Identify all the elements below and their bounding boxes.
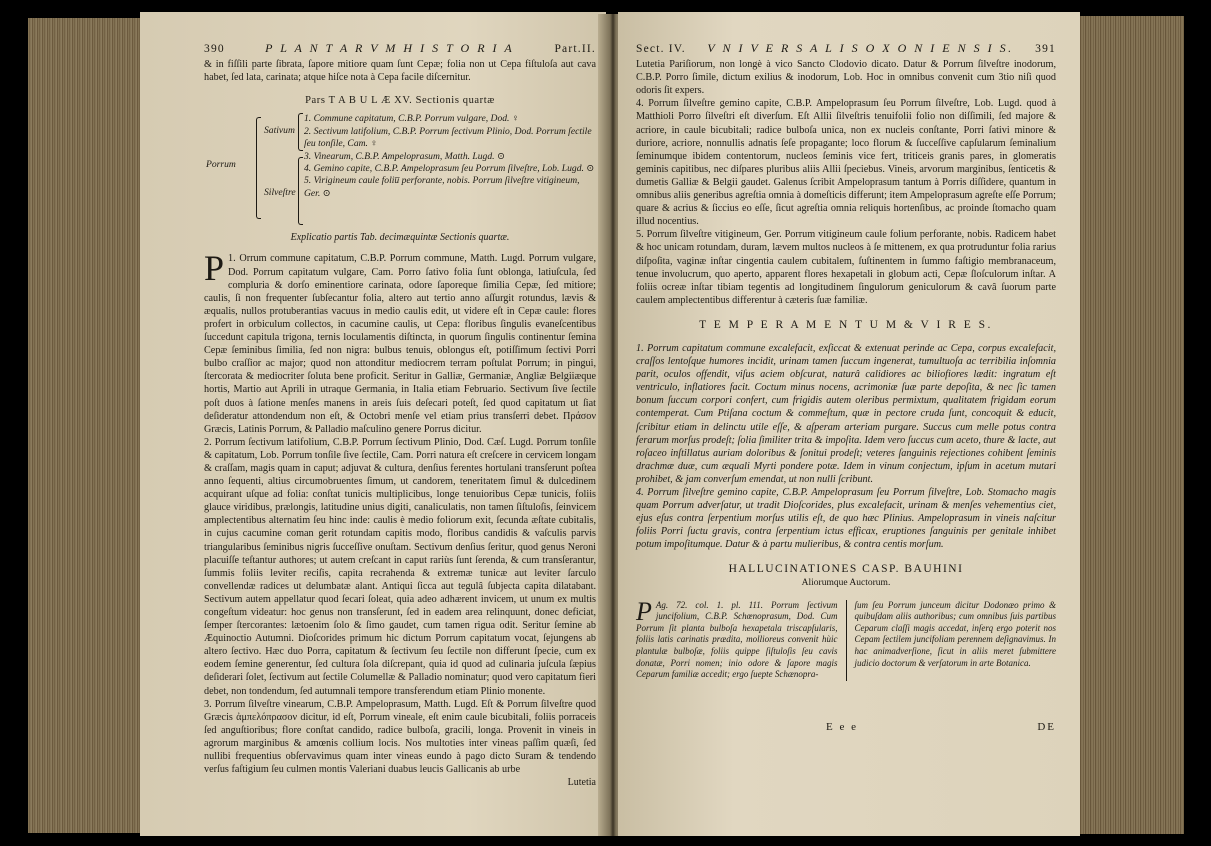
- scheme-item: 4. Gemino capite, C.B.P. Ampeloprasum ſeu Porrum ſilveſtre, Lob. Lugd. ⊙: [304, 163, 595, 174]
- hallucinationes-col-right: ſum ſeu Porrum junceum dicitur Dodonæo primo & quibuſdam aliis authoribus; cum omnibus ſuis partibus Ceparum claſſi magis accedat, inſerq ergo poterit nos Cepam ſectilem juncifoliam perennem deſignavimus. In hac animadverſione, ſicut in aliis meret ſubmittere judicio doctorum & verſatorum in arte Botanica.: [854, 599, 1056, 668]
- scheme-item: 1. Commune capitatum, C.B.P. Porrum vulgare, Dod. ♀: [304, 113, 520, 125]
- brace-genus: [256, 117, 261, 219]
- body-paragraph-3: 3. Porrum ſilveſtre vinearum, C.B.P. Ampeloprasum, Matth. Lugd. Eſt & Porrum ſilveſtre quod Græcis ἀμπελόπρασον dicitur, id eſt, Porrum vineale, eſt enim caule bicubitali, foliis porraceis ſed anguſtioribus; flore conſtat candido, radice bulboſa, gracili, longa. Provenit in vineis in agrorum marginibus & amœnis collium locis. Nos multoties inter vineas paſſim quæſi, ſed nullibi frequentius obſervavimus quam inter vineas eundo à pago dicto Suram & tendendo verſus faſtigium ſeu culmen montis Valeriani duabus leucis Gallicanis ab urbe: [204, 698, 596, 776]
- signature-line: [826, 721, 1056, 734]
- hallucinationes-subheading: Aliorumque Auctorum.: [801, 577, 891, 588]
- pars-heading: Pars T A B U L Æ XV. Sectionis quartæ: [305, 95, 495, 107]
- intro-text: & in fiſſili parte ſibrata, ſapore mitiore quam ſunt Cepæ; folia non ut Cepa fiſtuloſa aut cava habet, ſed lata, carinata; atque hiſce nota à Cepa facile diſcernitur.: [204, 59, 596, 84]
- hallucinationes-columns: [636, 596, 1056, 681]
- signature-mark: E e e: [826, 720, 858, 733]
- hallucinationes-heading: HALLUCINATIONES CASP. BAUHINI: [728, 563, 964, 576]
- running-header: [204, 42, 596, 56]
- page-edges-left: [28, 18, 140, 833]
- part-label: Part.II.: [554, 43, 596, 55]
- scheme-item: 5. Virigineum caule foliu̅ perforante, nobis. Porrum ſilveſtre vitigineum, Ger. ⊙: [304, 175, 580, 199]
- column-rule: [846, 600, 847, 681]
- subgroup-silvestre: Silveſtre: [264, 187, 296, 199]
- section-label: Sect. IV.: [636, 43, 686, 55]
- left-page: [140, 12, 606, 836]
- scheme-item: 2. Sectivum latifolium, C.B.P. Porrum ſectivum Plinio, Dod. Porrum ſectile ſeu tonſile, Cam. ♀: [304, 125, 592, 150]
- explicatio-heading: Explicatio partis Tab. decimæquintæ Sectionis quartæ.: [290, 232, 510, 244]
- classification-scheme: [206, 113, 596, 225]
- genus-label: Porrum: [206, 159, 236, 171]
- body-paragraph-3: 5. Porrum ſilveſtre vitigineum, Ger. Porrum vitigineum caule folium perforante, nobis. Radicem habet & hoc unicam rotundam, duram, lævem multos nucleos à ſe mittenem, ex qua protruduntur folia rarius diſpoſita, vaginæ inſtar cingentia caulem cubitalem, ſuſtinentem in ſummo faſtigio membranaceum, tenue involucrum, quo aperto, apparent flores hexapetali in globum acti, Cepæ ſloſculorum inſtar. A foliis ocreæ inſtar tibiam tegentis ad longitudinem ſingulorum geniculorum & cavâ ſuorum parte caulem amplectentibus differentur à cæteris ſuæ familiæ.: [636, 229, 1056, 306]
- scheme-items: [304, 113, 596, 200]
- running-title: V N I V E R S A L I S O X O N I E N S I S.: [707, 41, 1014, 55]
- catchword: Lutetia: [567, 777, 596, 789]
- body-paragraph-2: 4. Porrum ſilveſtre gemino capite, C.B.P. Ampeloprasum ſeu Porrum ſilveſtre, Lob. Lugd. quod à Matthioli Porro ſilveſtri eſt diverſum. Eſt Allii ſilveſtris tenuifolii folio non diſſimili, ſed majore & acriore, in caule bicubitali; radice bulboſa unica, non ex nucleis conſtante, Porri ſativi minore & duriore, acriore, nonnullis adnatis ſeſe propagante; loco florum & ſucceſſive capſularum ſeminalium ſeminumque ibidem contentorum, nucleos ſeminis vice fert, triticeis granis pares, in glomeratis geminis capitibus, nec diſpares pluribus aliis Allii ſpeciebus. Vineis, arvorum marginibus, ſenticetis & dumetis Galliæ & Belgii gaudet. Galenus ſcribit Ampeloprasum tantum à Porris diſſidere, quantum in omnibus aliis generibus agreſtia omnia à domeſticis differunt; item Ampeloprasum agreſte eſſe Porrum; quare & acrius & ſiccius eo eſſe, ſicut agreſtia omnia reliquis hortenſibus, ac proinde ſtomacho quam illud nocentius.: [636, 98, 1056, 228]
- catchword: DE: [1037, 720, 1056, 733]
- drop-cap: P: [636, 596, 652, 626]
- running-title: P L A N T A R V M H I S T O R I A: [265, 41, 515, 55]
- subgroup-sativum: Sativum: [264, 125, 295, 137]
- running-header: [636, 42, 1056, 56]
- drop-cap: P: [204, 248, 225, 289]
- hallucinationes-col-left: P Ag. 72. col. 1. pl. 111. Porrum ſectivum juncifolium, C.B.P. Schœnoprasum, Dod. Cum Porrum ſit planta bulboſa hexapetala triscapſularis, foliis latis carinatis prædita, mollioreus convenit hùic plantulæ bulboſæ, foliis quippe ſiſtuloſis ſeu cavis donatæ, Porri nomen; inio odore & ſapore magis Ceparum familiæ accedit; ergo ſuepte Schænopra-: [636, 596, 838, 680]
- body-paragraph-2: 2. Porrum ſectivum latifolium, C.B.P. Porrum ſectivum Plinio, Dod. Cæſ. Lugd. Porrum tonſile & capitatum, Lob. Porrum tonſile ſive ſectile, Cam. Porri natura eſt creſcere in cervicem longam & craſſam, magis quam in caput; adjuvat & cultura, denſius ferentes hortulani transſerunt poſtea anno ſequenti, altius circumobruentes ſimum, ut candorem, teneritatem ſimul & dulcedinem acquirant uſque ad folia: conſtat tunicis multiplicibus, longe tenuioribus Cepæ tunicis, foliis glauce viridibus, prælongis, latitudine unius digiti, canaliculatis, non tamen ſiſtuloſis, ſeinvicem amplectentibus alternatim ſeu hinc inde: caulis è medio foliorum exit, ſecunda æſtate cubitalis, in cujus cacumine coman gerit rotundam capitis modo, floribus candidis & vaſculis parvis triangularibus ſeminibus nigris ſucceſſive onuſtam. Sectivum denſius ſeritur, quod genus Neroni placuiſſe teſtantur authores; ut autem creſcant in caput rariùs ſunt ſerenda, & cum transſerantur, ſummis foliis leviter reciſis, capita recrahenda & extremæ tunicæ aut leviter ſarculo convellendæ radices ut delumbatæ alant. Antiqui ſicca aut tegulâ ſubjecta capita dilatabant. Sectivum autem appellatur quod ſecari ſoleat, quia adeo adhærent invicem, ut unum ex multis congeſtum videatur: hoc genus non transſerunt, ſed in eadem area relinquunt, donec deficiat, ſemper ſtercorantes: lætoenim ſolo & ſimo gaudet, cum tamen rigua odit. Seritur ſemine ab Æquinoctio Autumni. Dioſcorides primum hic dictum Porrum capitatum vocat, ſejungens ab altero ſectivo. Hæc duo Porra, capitatum & ſectivum ſeu ſectile non differunt ſpecie, cum ex eodem ſemine generentur, ſed cultura ſola diſcrepant, quia id quod ad culinaria juſcula ſæpius deſiderari ſolet, ſectivum aut ſectile Columellæ & Palladio nominatur; quod vero capitatum fieri debet, non tondendum, ſed autumnali tempore transferendum etiam Plinio monente.: [204, 436, 596, 697]
- virtue-paragraph-4: 4. Porrum ſilveſtre gemino capite, C.B.P. Ampeloprasum ſeu Porrum ſilveſtre, Lob. Stomacho magis quam Porrum adverſatur, ut tradit Dioſcorides, plus excalefacit, urinam & menſes vehementius ciet, ejus eſus contra ſerpentium morſus utilis eſt, de quo hæc Plinius. Ampeloprasum in vineis naſcitur foliis Porri ſuctu gravis, contra ſerpentium ictus efficax, eruptiones ſanguinis per genitale inhibet potum impoſitumque. Datur & à partu mulieribus, & contra centis morſum.: [636, 487, 1056, 551]
- page-number: 391: [1035, 43, 1056, 55]
- temperament-heading: T E M P E R A M E N T U M & V I R E S.: [699, 318, 993, 331]
- scheme-item: 3. Vinearum, C.B.P. Ampeloprasum, Matth. Lugd. ⊙: [304, 150, 505, 162]
- page-edges-right: [1080, 16, 1184, 834]
- page-number: 390: [204, 43, 225, 55]
- body-paragraph-1: Lutetia Pariſiorum, non longè à vico Sancto Clodovio dicato. Datur & Porrum ſilveſtre inodorum, C.B.P. Porro ſimile, dictum exilius & inodorum, Lob. Hoc in omnibus convenit cum 3tio niſi quod odoris ſit expers.: [636, 59, 1056, 97]
- body-paragraph-1: P 1. Orrum commune capitatum, C.B.P. Porrum commune, Matth. Lugd. Porrum vulgare, Dod. Porrum capitatum vulgare, Cam. Porro ſativo folia ſunt oblonga, latiuſcula, ſed compluria & dorſo eminentiore carinata, odore ſaporeque ſimilia Cepæ, ſed mitiore; caulis, ſi non frequenter ſubſecantur folia, altero aut tertio anno aſſurgit rotundus, lævis & æqualis, nullos protuberantias vacuus in medio caulis edit, ut videre eſt in Cepæ caule: flores profert in orbiculum collectos, in cacumine caulis, ut Cepa: floribus ſingulis evaneſcentibus ſuccedunt capitula trigona, ternis loculamentis diſtincta, in quorum ſingulis continentur ſemina Cepæ ſeminibus ſimilia, ſed non nigra: bulbus tenuis, oblongus eſt, potiſſimum ſectivi Porri bulbo craſſior ac major; quod non attonditur mediocrem terram poſtulat Porrum; in pingui, ſtercorata & mediocriter ſoluta bene proficit. Seritur in Galliæ, Germaniæ, Angliæ Belgiiæque hortis, Martio aut Aprili in utraque Germania, in Italia etiam Februario. Sectivum ſive ſectile poſt duos à ſatione menſes manens in areis ſuis deſecari poteſt, ſed quod capitatum ut ſiat deſideratur attondendum non eſt, & Octobri menſe vel etiam prius transſerri debet. Πράσον Græcis, Latinis Porrum, & Palladio maſculino genere Porrus dicitur.: [204, 248, 596, 435]
- brace-silvestre: [298, 157, 303, 225]
- virtue-paragraph-1: 1. Porrum capitatum commune excalefacit, exſiccat & extenuat perinde ac Cepa, corpus excalefacit, craſſos lentoſque humores incidit, urinam tamen ſuccum ingenerat, tumultuoſa ac terribilia inſomnia parit, oculos offendit, viſus aciem obſcurat, naturâ calidiores ac biliofiores lædit: ingratum eſt ventriculo, inflatiores facit. Coctum minus nocens, acrimoniæ ſuæ parte depoſita, & nec ſic tamen bonum ſuccum corpori confert, cum frigidis autem oleribus permixtum, qualitatem frigidam eorum contemperat. Cum Ptiſana coctum & commeſtum, quæ in pectore cruda ſunt, concoquit & educit, ſcribitur etiam in delinctu utile eſſe, & aſperam arteriam purgare. Succus cum melle potus contra ferarum morſus prodeſt; ſolia ſimiliter trita & impoſita. Idem vero ſuccus cum aceto, thure & lacte, aut roſaceo inſtillatus auriam doloribus & ſonitui prodeſt; veteres ſanguinis rejectiones cohibent ſeminis drachmæ duæ, cum æquali Myrti pondere potæ. Idem in vinum conjectum, ipſum in acetum mutari prohibet, & jam converſum emendat, ut non nulli ſcribunt.: [636, 342, 1056, 485]
- brace-sativum: [298, 113, 303, 151]
- right-page: [618, 12, 1080, 836]
